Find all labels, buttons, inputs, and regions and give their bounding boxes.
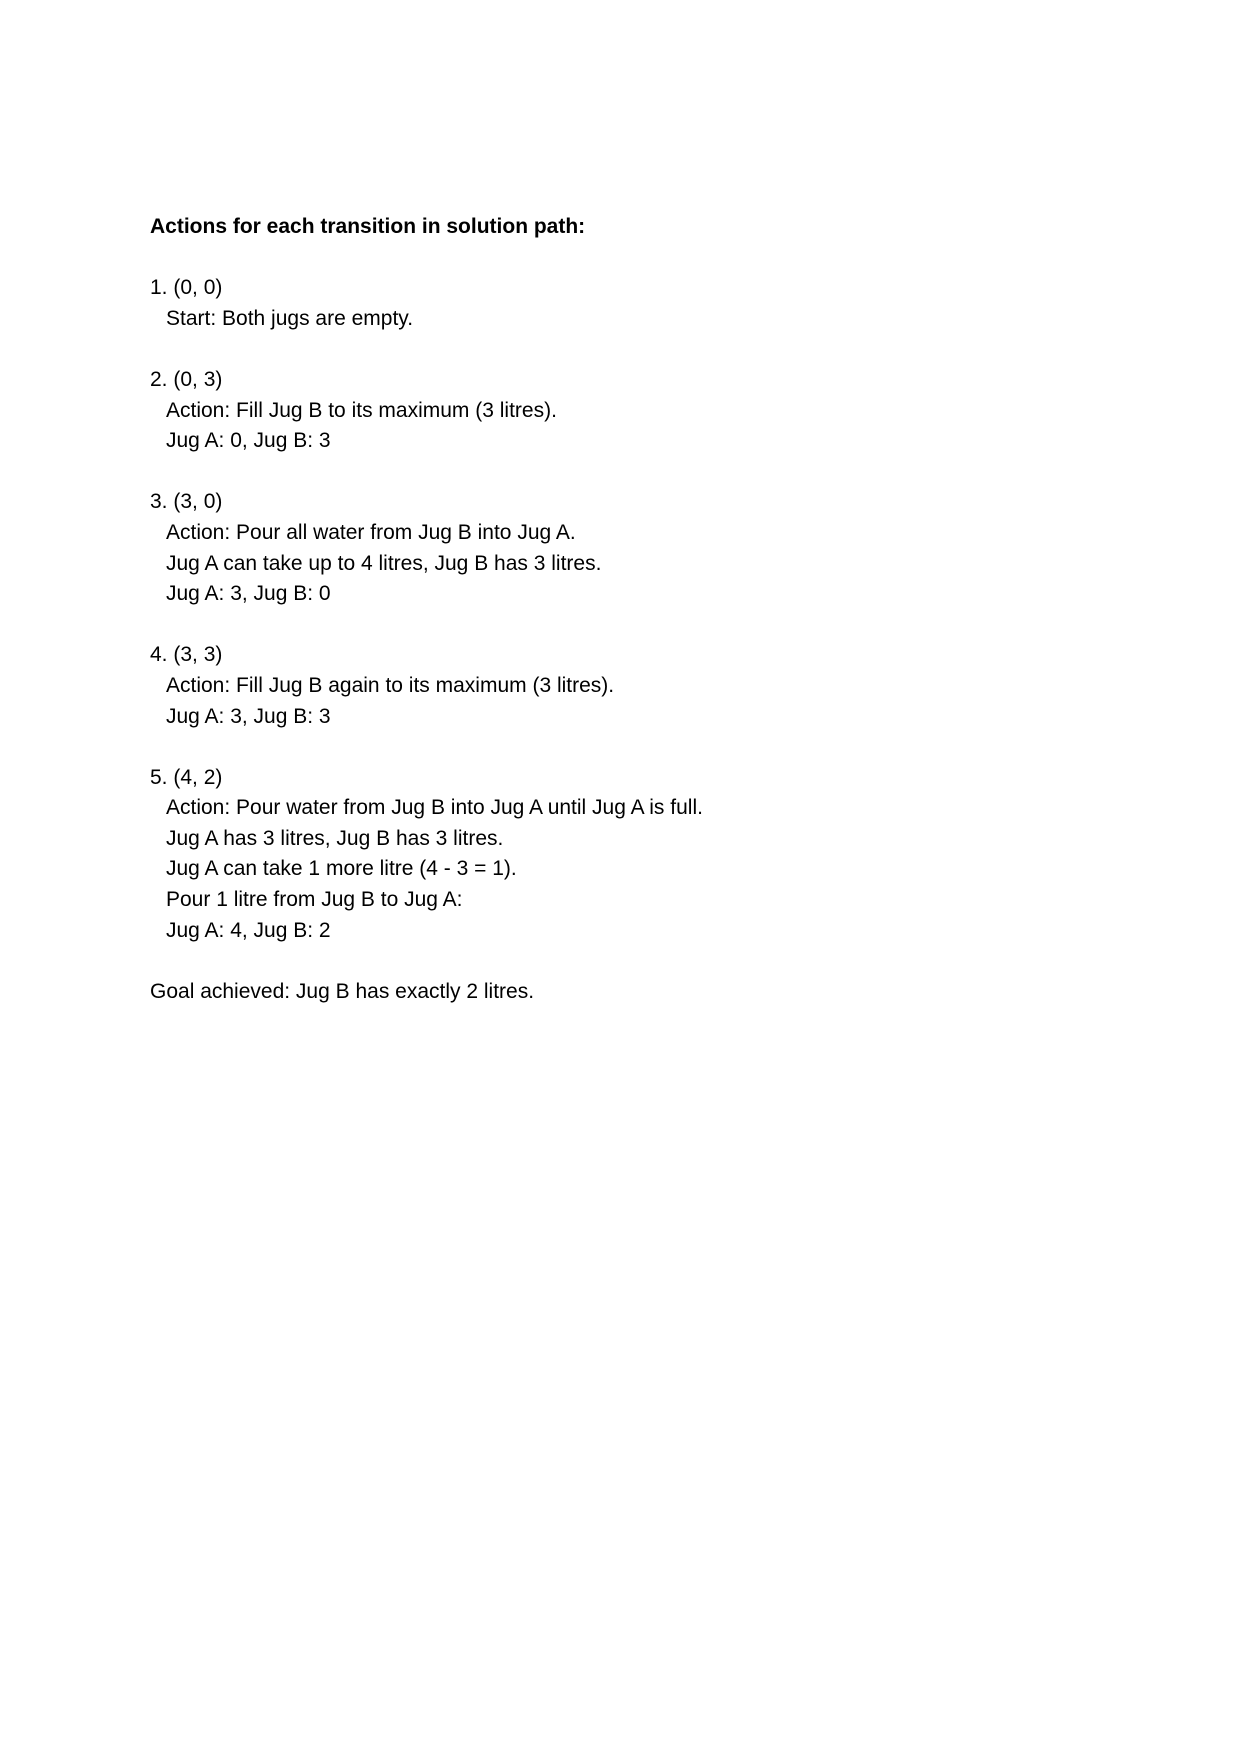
step-line: Jug A can take up to 4 litres, Jug B has 3 litres.: [166, 551, 602, 575]
spacer: [150, 946, 1130, 977]
step-2: [150, 365, 1130, 457]
step-1: [150, 273, 1130, 334]
step-line: Pour 1 litre from Jug B to Jug A:: [166, 888, 463, 912]
spacer: [150, 334, 1130, 365]
spacer: [150, 457, 1130, 488]
step-title: 5. (4, 2): [150, 765, 223, 789]
step-line: Start: Both jugs are empty.: [166, 306, 414, 330]
step-line: Jug A has 3 litres, Jug B has 3 litres.: [166, 826, 504, 850]
step-line: Jug A: 0, Jug B: 3: [166, 429, 331, 453]
step-line: Jug A: 3, Jug B: 3: [166, 704, 331, 728]
spacer: [150, 610, 1130, 641]
step-4: [150, 640, 1130, 732]
step-line: Jug A can take 1 more litre (4 - 3 = 1).: [166, 857, 517, 881]
step-title: 2. (0, 3): [150, 367, 223, 391]
spacer: [150, 243, 1130, 274]
step-line: Action: Pour water from Jug B into Jug A until Jug A is full.: [166, 796, 703, 820]
step-line: Jug A: 3, Jug B: 0: [166, 582, 331, 606]
step-5: [150, 763, 1130, 947]
heading: Actions for each transition in solution path:: [150, 215, 586, 238]
step-3: [150, 487, 1130, 609]
step-line: Action: Fill Jug B again to its maximum (3 litres).: [166, 673, 615, 697]
step-title: 4. (3, 3): [150, 643, 223, 667]
goal-statement: Goal achieved: Jug B has exactly 2 litres.: [150, 979, 535, 1003]
step-line: Action: Pour all water from Jug B into Jug A.: [166, 520, 576, 544]
step-title: 1. (0, 0): [150, 276, 223, 300]
spacer: [150, 732, 1130, 763]
step-line: Jug A: 4, Jug B: 2: [166, 918, 331, 942]
step-line: Action: Fill Jug B to its maximum (3 litres).: [166, 398, 557, 422]
document-content: [150, 212, 1130, 1007]
step-title: 3. (3, 0): [150, 490, 223, 514]
